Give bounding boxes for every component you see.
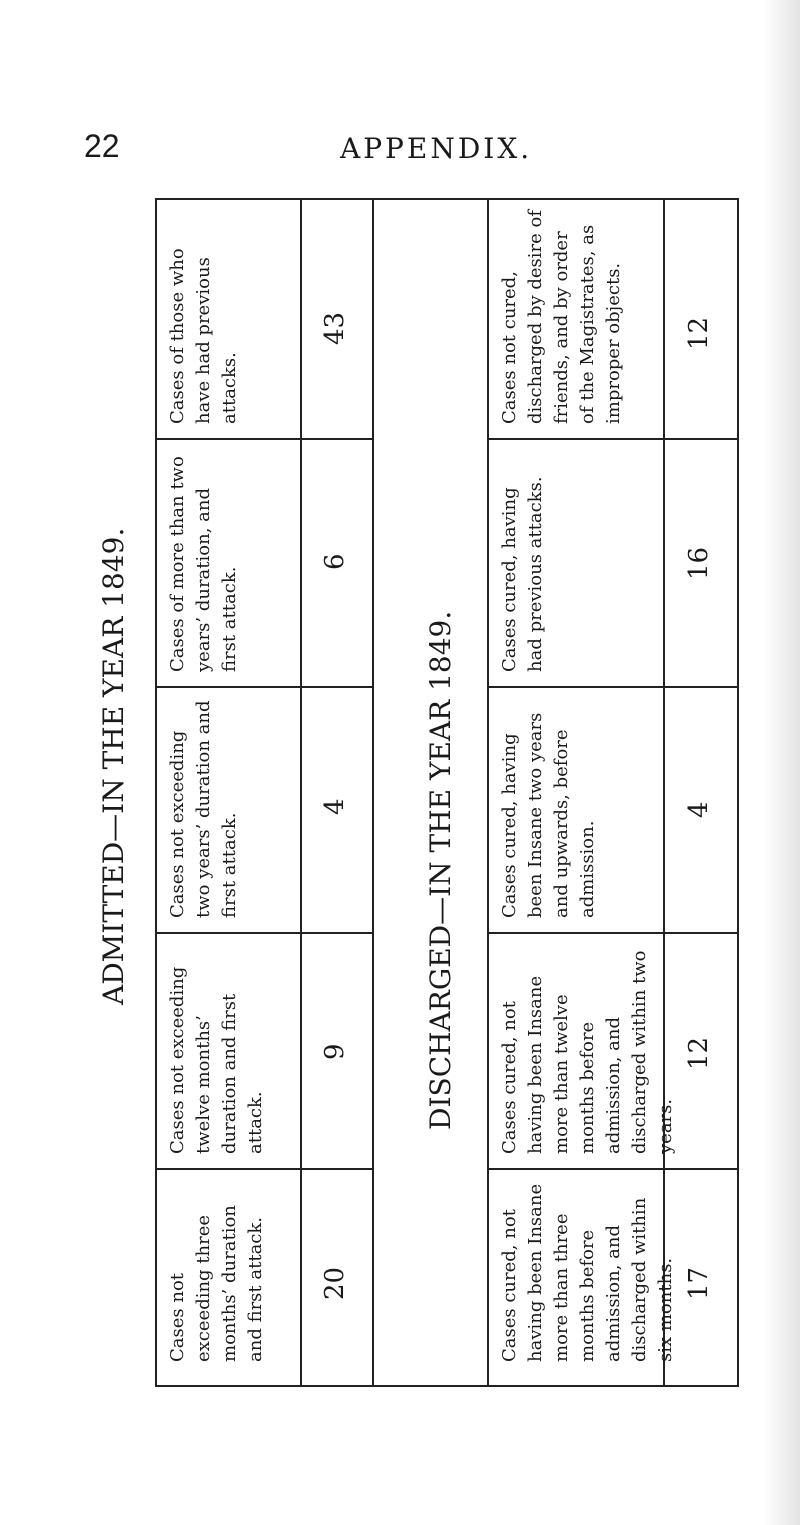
admitted-value-1: 20: [320, 1266, 350, 1300]
discharged-row-line-3: [487, 932, 739, 934]
admitted-header-1: Cases not exceeding three months’ duration and first attack.: [167, 1205, 266, 1362]
discharged-row-line-2: [487, 686, 739, 688]
admitted-header-2: Cases not exceeding twelve months’ duration and first attack.: [167, 966, 266, 1154]
section-divider-right: [487, 198, 489, 1387]
admitted-row-line-3: [155, 932, 372, 934]
admitted-value-2: 9: [320, 1043, 350, 1060]
table-right-border: [737, 198, 739, 1387]
discharged-header-3: Cases cured, having been Insane two years and upwards, before admission.: [499, 712, 598, 918]
discharged-header-5: Cases not cured, discharged by desire of friends, and by order of the Magistrates, as improper objects.: [499, 209, 624, 424]
page-edge-shadow: [764, 0, 800, 1525]
discharged-row-line-1: [487, 438, 739, 440]
table-left-border: [155, 198, 157, 1387]
admitted-value-5: 43: [320, 311, 350, 345]
admitted-title: ADMITTED—IN THE YEAR 1849.: [97, 527, 130, 1005]
page-number: 22: [84, 128, 120, 164]
discharged-value-5: 12: [684, 316, 714, 350]
table-top-border: [155, 198, 739, 200]
admitted-row-line-1: [155, 438, 372, 440]
discharged-row-line-4: [487, 1168, 739, 1170]
page-heading: APPENDIX.: [340, 132, 533, 165]
admitted-header-3: Cases not exceeding two years’ duration and first attack.: [167, 700, 240, 918]
section-divider-left: [372, 198, 374, 1387]
discharged-value-3: 4: [684, 801, 714, 818]
admitted-header-4: Cases of more than two years’ duration, and first attack.: [167, 456, 240, 672]
table-bottom-border: [155, 1385, 739, 1387]
discharged-value-4: 16: [684, 546, 714, 580]
admitted-header-5: Cases of those who have had previous attacks.: [167, 248, 240, 424]
discharged-header-2: Cases cured, not having been Insane more than twelve months before admission, and discharged within two years.: [499, 950, 676, 1154]
admitted-value-3: 4: [320, 798, 350, 815]
admitted-row-line-2: [155, 686, 372, 688]
discharged-value-1: 17: [684, 1266, 714, 1300]
admitted-row-line-4: [155, 1168, 372, 1170]
discharged-value-2: 12: [684, 1036, 714, 1070]
discharged-title: DISCHARGED—IN THE YEAR 1849.: [424, 610, 457, 1130]
admitted-divider: [300, 198, 302, 1387]
admitted-value-4: 6: [320, 553, 350, 570]
discharged-header-1: Cases cured, not having been Insane more than three months before admission, and discharged within six months.: [499, 1183, 676, 1362]
discharged-header-4: Cases cured, having had previous attacks.: [499, 476, 546, 672]
